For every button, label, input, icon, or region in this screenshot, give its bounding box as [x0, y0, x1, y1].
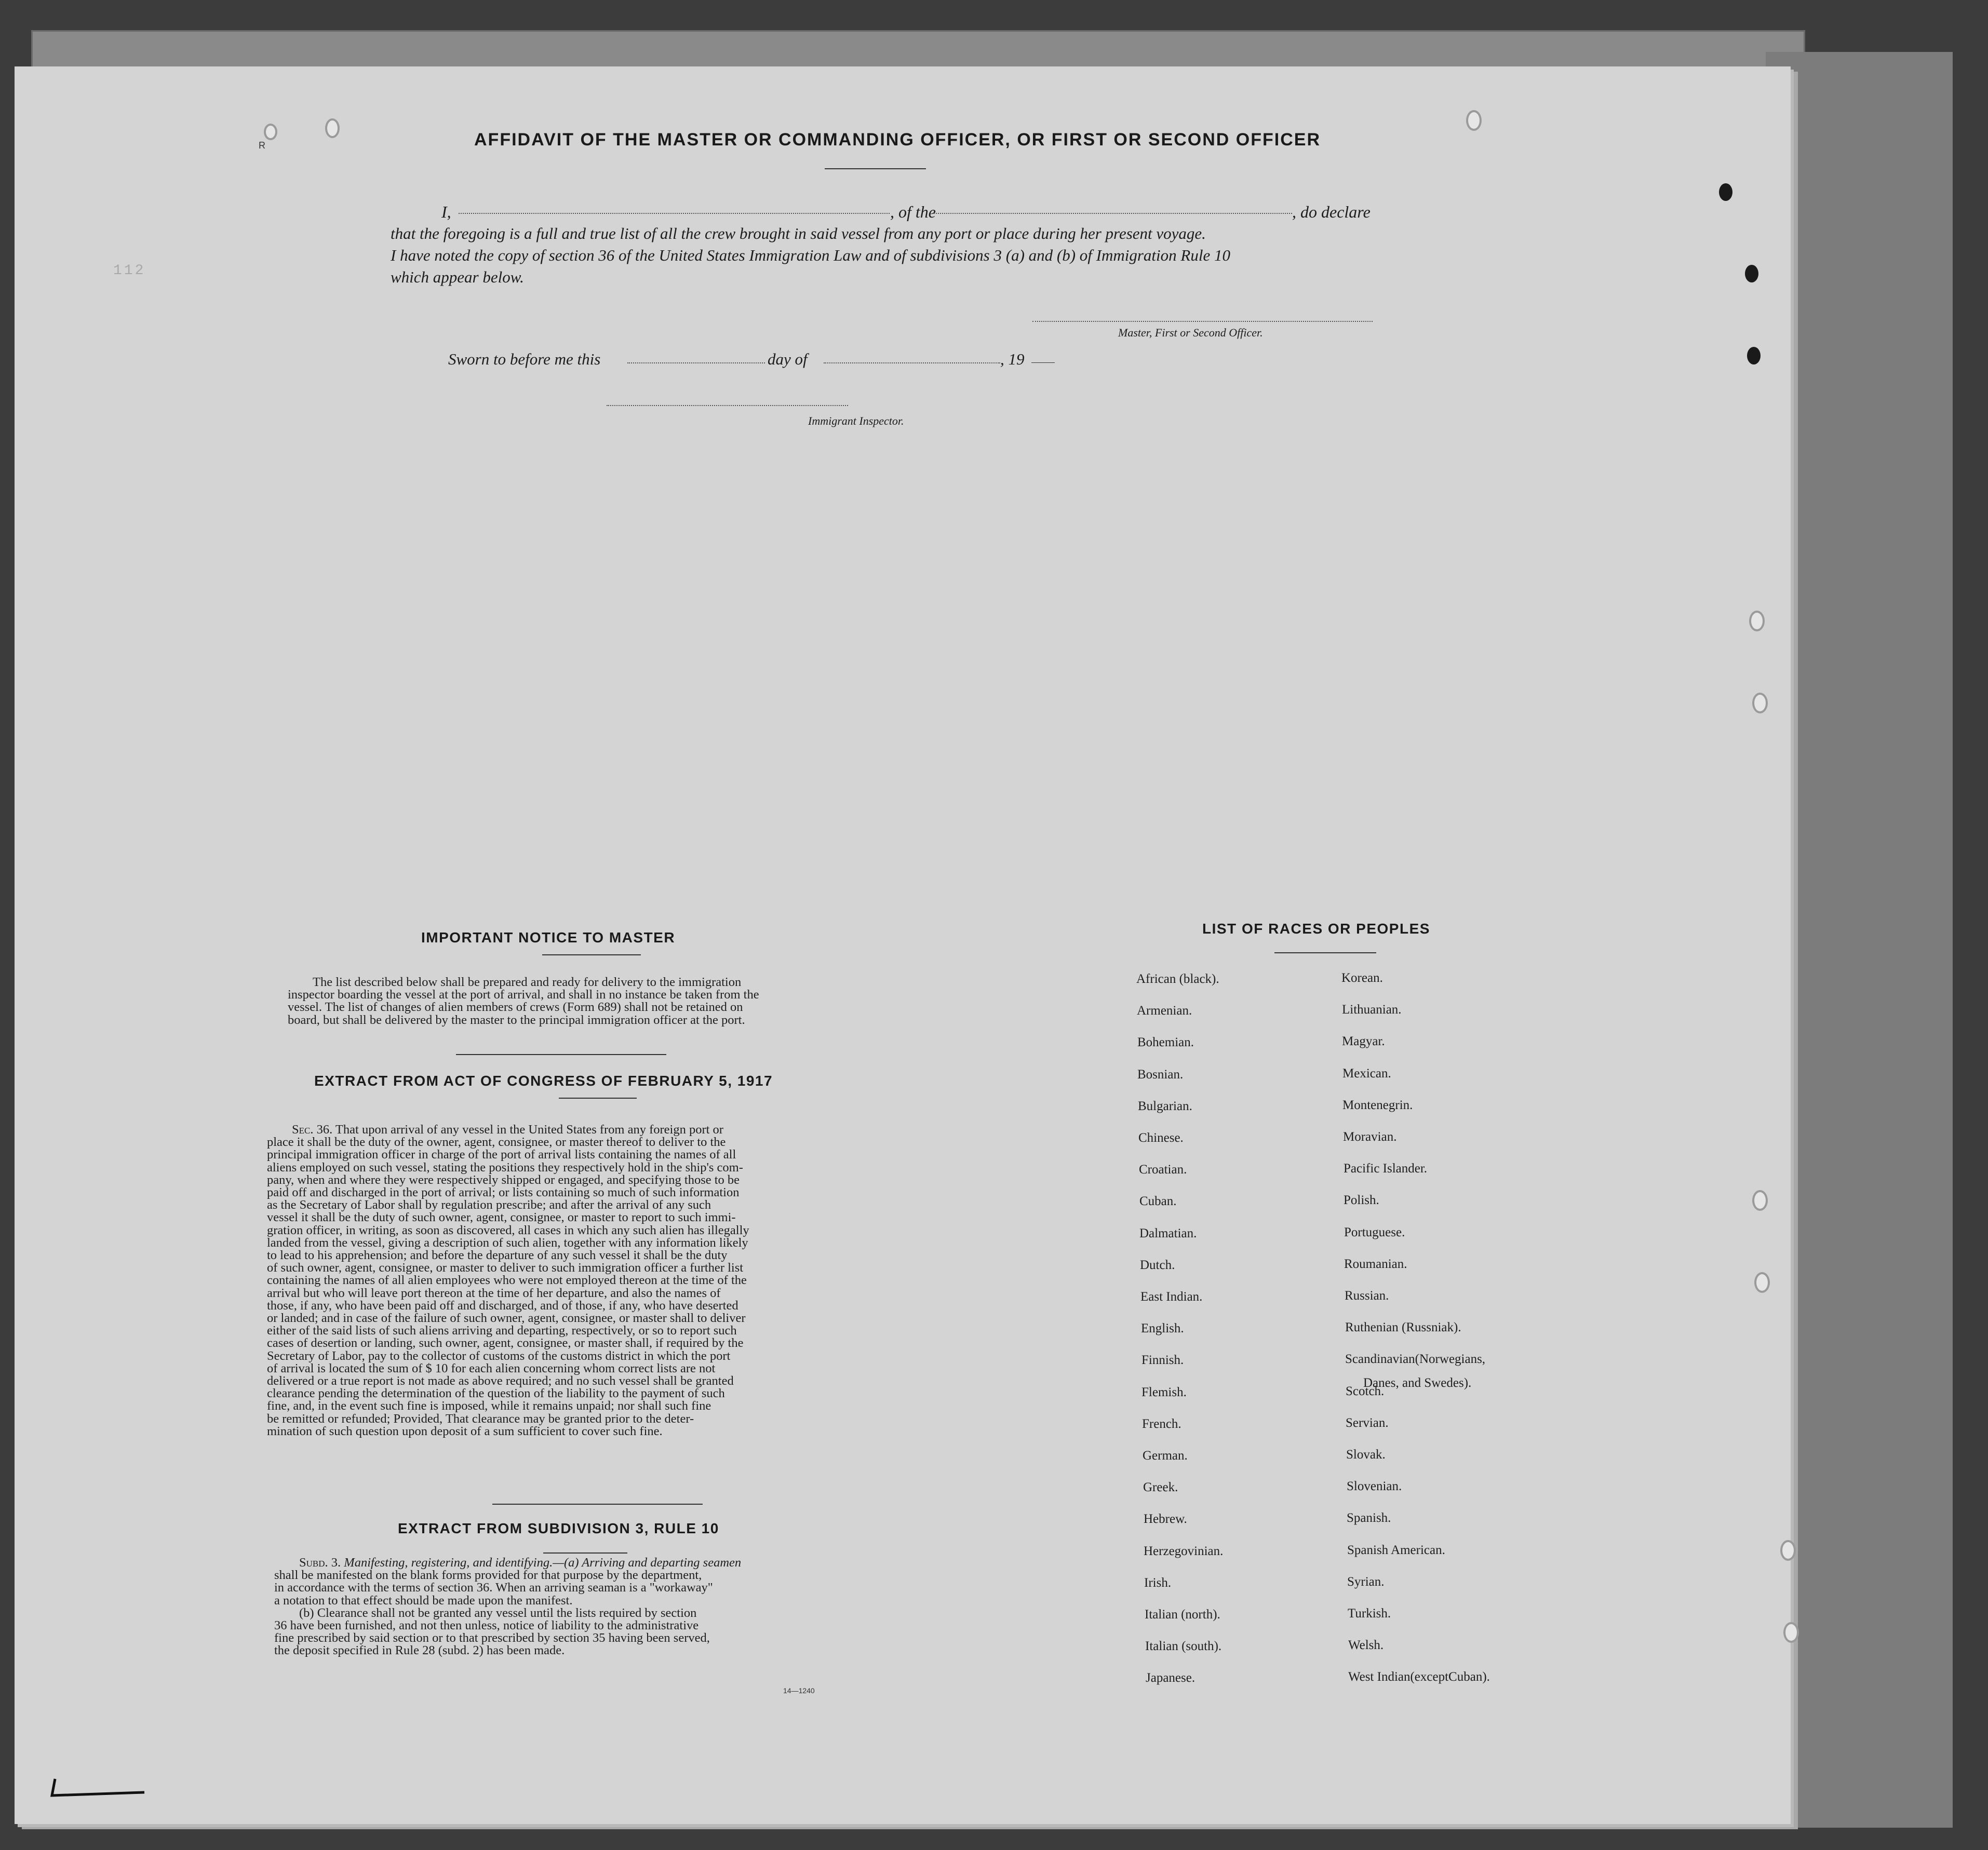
act-line: That upon arrival of any vessel in the United States from any foreign port or — [335, 1123, 723, 1137]
name-blank — [459, 213, 890, 214]
title-underline — [825, 168, 926, 169]
background-page-edge — [1766, 52, 1953, 1828]
affidavit-i: I, — [441, 202, 451, 221]
inspector-caption: Immigrant Inspector. — [808, 414, 904, 427]
race-item: Greek. — [1143, 1480, 1178, 1494]
notice-body — [288, 976, 881, 1027]
section-divider — [456, 1054, 666, 1055]
master-caption: Master, First or Second Officer. — [1118, 326, 1263, 339]
act-line: or landed; and in case of the failure of such owner, agent, consignee, or master shall to deliver — [267, 1311, 746, 1326]
race-item: Hebrew. — [1144, 1512, 1187, 1526]
race-item: Chinese. — [1138, 1131, 1184, 1145]
race-item: East Indian. — [1140, 1290, 1203, 1304]
act-line: be remitted or refunded; Provided, That clearance may be granted prior to the deter- — [267, 1411, 694, 1426]
sworn-year: , 19 — [1000, 350, 1025, 368]
race-item: Italian (north). — [1145, 1608, 1220, 1622]
race-item: Slovak. — [1346, 1448, 1386, 1462]
affidavit-of-the: , of the — [890, 202, 936, 221]
punch-hole-icon — [1754, 1272, 1770, 1293]
race-item: Spanish American. — [1347, 1543, 1445, 1557]
notice-line: inspector boarding the vessel at the port of arrival, and shall in no instance be taken from the — [288, 988, 759, 1002]
affidavit-line-2: that the foregoing is a full and true list of all the crew brought in said vessel from any port or place during her present voyage. — [391, 224, 1206, 242]
notice-title: IMPORTANT NOTICE TO MASTER — [421, 929, 676, 946]
affidavit-declare: , do declare — [1292, 202, 1371, 221]
act-line: of such owner, agent, consignee, or master to deliver to such immigration officer a further list — [267, 1261, 744, 1275]
sworn-day-label: day of — [768, 350, 808, 368]
race-item: Flemish. — [1141, 1385, 1187, 1399]
act-line: containing the names of all alien employees who were not employed thereon at the time of the — [267, 1273, 747, 1288]
corner-stamp: R — [259, 140, 265, 151]
race-item: Bohemian. — [1137, 1035, 1194, 1049]
race-item: Magyar. — [1342, 1034, 1385, 1048]
notice-line: board, but shall be delivered by the master to the principal immigration officer at the port. — [288, 1012, 745, 1027]
act-line: either of the said lists of such aliens arriving and departing, respectively, or so to report such — [267, 1324, 737, 1338]
subd-label: Subd. 3. — [299, 1556, 341, 1570]
affidavit-line-3: I have noted the copy of section 36 of the United States Immigration Law and of subdivisions 3 (a) and (b) of Immigration Rule 10 — [391, 246, 1230, 264]
punch-hole-icon — [1466, 110, 1482, 131]
rule-line: in accordance with the terms of section 36. When an arriving seaman is a "workaway" — [274, 1581, 713, 1595]
punch-hole-icon — [264, 124, 277, 140]
act-line: gration officer, in writing, as soon as discovered, all cases in which any such alien has illegally — [267, 1223, 749, 1237]
punch-hole-icon — [1752, 693, 1768, 713]
race-item: Welsh. — [1348, 1638, 1384, 1652]
race-item: Herzegovinian. — [1144, 1544, 1224, 1558]
punch-hole-icon — [1783, 1622, 1799, 1643]
affidavit-title: AFFIDAVIT OF THE MASTER OR COMMANDING OFFICER, OR FIRST OR SECOND OFFICER — [474, 130, 1321, 150]
punch-hole-icon — [1719, 183, 1732, 201]
races-underline — [1274, 952, 1376, 953]
race-item: Dalmatian. — [1139, 1226, 1197, 1240]
race-item: Montenegrin. — [1342, 1098, 1413, 1112]
punch-hole-icon — [325, 118, 340, 138]
act-line: mination of such question upon deposit of a sum sufficient to cover such fine. — [267, 1424, 663, 1438]
race-item: Portuguese. — [1344, 1225, 1405, 1239]
act-line: cases of desertion or landing, such owner, agent, consignee, or master shall, if required by the — [267, 1336, 744, 1351]
race-item: Moravian. — [1343, 1130, 1397, 1144]
race-item: Bulgarian. — [1138, 1099, 1192, 1113]
race-item-scandinavian-cont: Danes, and Swedes). — [1363, 1376, 1472, 1390]
rule-line: (b) Clearance shall not be granted any vessel until the lists required by section — [299, 1605, 697, 1620]
vessel-blank — [934, 213, 1292, 214]
rule-line: fine prescribed by said section or to that prescribed by section 35 having been served, — [274, 1631, 710, 1645]
act-line: pany, when and where they were respectively shipped or engaged, and specifying those to be — [267, 1172, 740, 1187]
sworn-prefix: Sworn to before me this — [448, 350, 601, 368]
document-sheet — [15, 66, 1791, 1824]
race-item: Ruthenian (Russniak). — [1345, 1320, 1461, 1334]
act-line: clearance pending the determination of the question of the liability to the payment of such — [267, 1386, 725, 1401]
form-number: 14—1240 — [783, 1686, 815, 1695]
race-item: Japanese. — [1146, 1671, 1196, 1685]
extract-act-title: EXTRACT FROM ACT OF CONGRESS OF FEBRUARY 5, 1917 — [314, 1073, 773, 1089]
race-item: Irish. — [1144, 1576, 1172, 1590]
punch-hole-icon — [1749, 611, 1765, 631]
act-line: those, if any, who have been paid off and discharged, and of those, if any, who have deserted — [267, 1298, 738, 1313]
act-line: paid off and discharged in the port of arrival; or lists containing so much of such information — [267, 1185, 740, 1200]
race-item: Korean. — [1341, 971, 1383, 985]
race-item: Lithuanian. — [1342, 1003, 1402, 1017]
margin-page-number: 112 — [113, 263, 146, 279]
act-line: principal immigration officer in charge of the port of arrival lists containing the names of all — [267, 1147, 736, 1162]
rule-line: shall be manifested on the blank forms provided for that purpose by the department, — [274, 1568, 702, 1583]
punch-hole-icon — [1752, 1190, 1768, 1211]
punch-hole-icon — [1745, 265, 1758, 282]
race-item: Slovenian. — [1347, 1479, 1402, 1493]
act-line: landed from the vessel, giving a description of such alien, together with any information likely — [267, 1235, 748, 1250]
race-item: Pacific Islander. — [1344, 1162, 1428, 1176]
race-item: Cuban. — [1139, 1194, 1177, 1208]
sec-label: Sec. 36. — [292, 1123, 333, 1137]
race-item: Mexican. — [1342, 1066, 1391, 1081]
race-item: West Indian(exceptCuban). — [1348, 1670, 1490, 1684]
race-item: Finnish. — [1141, 1353, 1184, 1367]
extract-rule-title: EXTRACT FROM SUBDIVISION 3, RULE 10 — [398, 1520, 719, 1536]
race-item: Turkish. — [1348, 1606, 1391, 1621]
punch-hole-icon — [1780, 1540, 1796, 1561]
section-divider — [492, 1504, 703, 1505]
races-title: LIST OF RACES OR PEOPLES — [1202, 921, 1430, 937]
race-item: Italian (south). — [1145, 1639, 1222, 1653]
rule-line: a notation to that effect should be made upon the manifest. — [274, 1593, 573, 1608]
notice-line: vessel. The list of changes of alien members of crews (Form 689) shall not be retained on — [288, 1000, 743, 1015]
race-item: Syrian. — [1347, 1575, 1385, 1589]
race-item: French. — [1142, 1417, 1181, 1431]
race-item: Polish. — [1344, 1193, 1379, 1207]
race-item: Dutch. — [1140, 1258, 1175, 1272]
rule-line: 36 have been furnished, and not then unless, notice of liability to the administrative — [274, 1618, 699, 1633]
act-line: delivered or a true report is not made as above required; and no such vessel shall be granted — [267, 1374, 734, 1388]
race-item: German. — [1143, 1449, 1188, 1463]
race-item: Scotch. — [1346, 1384, 1385, 1398]
rule-line: Manifesting, registering, and identifying.—(a) Arriving and departing seamen — [344, 1556, 742, 1570]
extract-act-body — [267, 1124, 876, 1438]
race-item: Croatian. — [1139, 1163, 1187, 1177]
notice-line: The list described below shall be prepared and ready for delivery to the immigration — [313, 975, 742, 989]
race-item: Spanish. — [1347, 1511, 1391, 1525]
race-item: Servian. — [1346, 1416, 1389, 1430]
act-line: fine, and, in the event such fine is imposed, while it remains unpaid; nor shall such fine — [267, 1399, 711, 1413]
race-item: Roumanian. — [1344, 1257, 1407, 1271]
extract-rule-underline — [543, 1552, 627, 1554]
punch-hole-icon — [1747, 347, 1761, 364]
act-line: vessel it shall be the duty of such owner, agent, consignee, or master to report to such immi- — [267, 1210, 736, 1225]
race-item: African (black). — [1136, 972, 1219, 986]
act-line: Secretary of Labor, pay to the collector of customs of the customs district in which the port — [267, 1348, 731, 1363]
act-line: place it shall be the duty of the owner, agent, consignee, or master thereof to deliver to the — [267, 1135, 726, 1150]
rule-line: the deposit specified in Rule 28 (subd. 2) has been made. — [274, 1643, 565, 1658]
race-item: Bosnian. — [1137, 1068, 1184, 1082]
race-item: Armenian. — [1137, 1004, 1192, 1018]
pencil-mark-icon — [46, 1775, 150, 1806]
act-line: arrival but who will leave port thereon at the time of her departure, and also the names of — [267, 1286, 721, 1300]
extract-rule-body — [274, 1557, 882, 1657]
year-blank — [1031, 362, 1055, 363]
act-line: to lead to his apprehension; and before the departure of any such vessel it shall be the duty — [267, 1248, 728, 1263]
race-item: Russian. — [1345, 1289, 1389, 1303]
race-item: English. — [1141, 1321, 1184, 1335]
act-line: as the Secretary of Labor shall by regulation prescribe; and after the arrival of any such — [267, 1198, 711, 1212]
notice-underline — [542, 954, 641, 955]
act-line: aliens employed on such vessel, stating the positions they respectively hold in the ship's com- — [267, 1160, 743, 1174]
act-line: of arrival is located the sum of $ 10 for each alien concerning whom correct lists are not — [267, 1361, 716, 1375]
sworn-day-blank — [627, 362, 765, 363]
sworn-month-blank — [824, 362, 1000, 363]
race-item: Scandinavian(Norwegians, — [1345, 1352, 1486, 1366]
master-signature-blank — [1032, 321, 1373, 322]
inspector-signature-blank — [607, 405, 848, 406]
extract-act-underline — [559, 1098, 637, 1099]
affidavit-line-4: which appear below. — [391, 268, 524, 286]
